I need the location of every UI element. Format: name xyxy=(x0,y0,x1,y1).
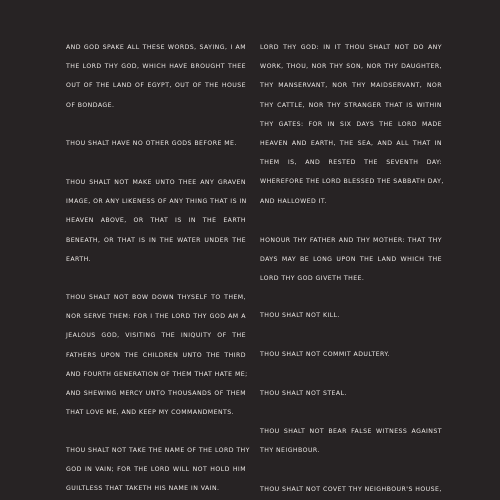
text-line: THOU SHALT HAVE NO OTHER GODS BEFORE ME. xyxy=(66,140,237,147)
text-line: THOU SHALT NOT TAKE THE NAME OF THE LORD THY xyxy=(66,447,250,454)
text-line: LORD THY GOD GIVETH THEE. xyxy=(260,275,365,283)
paragraph-commandment-4 xyxy=(260,38,442,211)
text-line: GOD IN VAIN; FOR THE LORD WILL NOT HOLD HIM xyxy=(66,466,246,474)
paragraph-commandment-10 xyxy=(260,480,442,499)
text-line: THY GATES: FOR IN SIX DAYS THE LORD MADE xyxy=(260,120,442,128)
text-line: WHEREFORE THE LORD BLESSED THE SABBATH DAY, xyxy=(260,178,444,186)
text-line: THOU SHALT NOT BOW DOWN THYSELF TO THEM, xyxy=(66,294,246,301)
paragraph-commandment-8 xyxy=(260,384,442,403)
text-line: AND FOURTH GENERATION OF THEM THAT HATE ME; xyxy=(66,370,248,378)
paragraph-commandment-6 xyxy=(260,306,442,325)
text-line: BENEATH, OR THAT IS IN THE WATER UNDER THE xyxy=(66,236,246,244)
text-line: THOU SHALT NOT BEAR FALSE WITNESS AGAINST xyxy=(260,428,442,435)
text-line: THY NEIGHBOUR. xyxy=(260,447,320,455)
paragraph-commandment-1 xyxy=(66,134,246,153)
text-line: OF BONDAGE. xyxy=(66,101,115,109)
text-line: AND HALLOWED IT. xyxy=(260,197,327,205)
text-line: THOU SHALT NOT KILL. xyxy=(260,312,340,319)
text-line: OUT OF THE LAND OF EGYPT, OUT OF THE HOUSE xyxy=(66,82,246,90)
text-line: GUILTLESS THAT TAKETH HIS NAME IN VAIN. xyxy=(66,485,220,493)
text-line: THAT LOVE ME, AND KEEP MY COMMANDMENTS. xyxy=(66,409,235,417)
text-line: THEM IS, AND RESTED THE SEVENTH DAY: xyxy=(260,159,442,167)
text-line: AND SHEWING MERCY UNTO THOUSANDS OF THEM xyxy=(66,390,246,398)
text-line: HEAVEN ABOVE, OR THAT IS IN THE EARTH xyxy=(66,217,246,225)
text-line: THE LORD THY GOD, WHICH HAVE BROUGHT THEE xyxy=(66,63,246,71)
text-line: THY MANSERVANT, NOR THY MAIDSERVANT, NOR xyxy=(260,82,442,90)
text-line: THOU SHALT NOT COMMIT ADULTERY. xyxy=(260,351,390,358)
text-line: DAYS MAY BE LONG UPON THE LAND WHICH THE xyxy=(260,256,442,264)
text-line: LORD THY GOD: IN IT THOU SHALT NOT DO ANY xyxy=(260,44,442,51)
text-line: THOU SHALT NOT COVET THY NEIGHBOUR'S HOUSE, xyxy=(260,486,442,493)
paragraph-commandment-2a xyxy=(66,173,246,269)
paragraph-commandment-2b xyxy=(66,288,246,422)
paragraph-commandment-3 xyxy=(66,441,250,499)
text-line: THY CATTLE, NOR THY STRANGER THAT IS WITHIN xyxy=(260,101,442,109)
paragraph-commandment-5 xyxy=(260,231,442,289)
paragraph-commandment-7 xyxy=(260,345,442,364)
text-line: EARTH. xyxy=(66,255,91,263)
text-line: IMAGE, OR ANY LIKENESS OF ANY THING THAT IS IN xyxy=(66,198,247,206)
text-line: THOU SHALT NOT STEAL. xyxy=(260,390,347,397)
text-line: JEALOUS GOD, VISITING THE INIQUITY OF THE xyxy=(66,332,246,340)
text-line: AND GOD SPAKE ALL THESE WORDS, SAYING, I AM xyxy=(66,44,246,51)
text-line: NOR SERVE THEM: FOR I THE LORD THY GOD AM A xyxy=(66,313,246,321)
paragraph-commandment-9 xyxy=(260,422,442,460)
paragraph-preface xyxy=(66,38,246,115)
text-line: FATHERS UPON THE CHILDREN UNTO THE THIRD xyxy=(66,351,246,359)
text-line: HONOUR THY FATHER AND THY MOTHER: THAT THY xyxy=(260,237,442,244)
text-line: HEAVEN AND EARTH, THE SEA, AND ALL THAT IN xyxy=(260,140,442,148)
text-line: WORK, THOU, NOR THY SON, NOR THY DAUGHTER, xyxy=(260,63,442,71)
text-line: THOU SHALT NOT MAKE UNTO THEE ANY GRAVEN xyxy=(66,179,246,186)
